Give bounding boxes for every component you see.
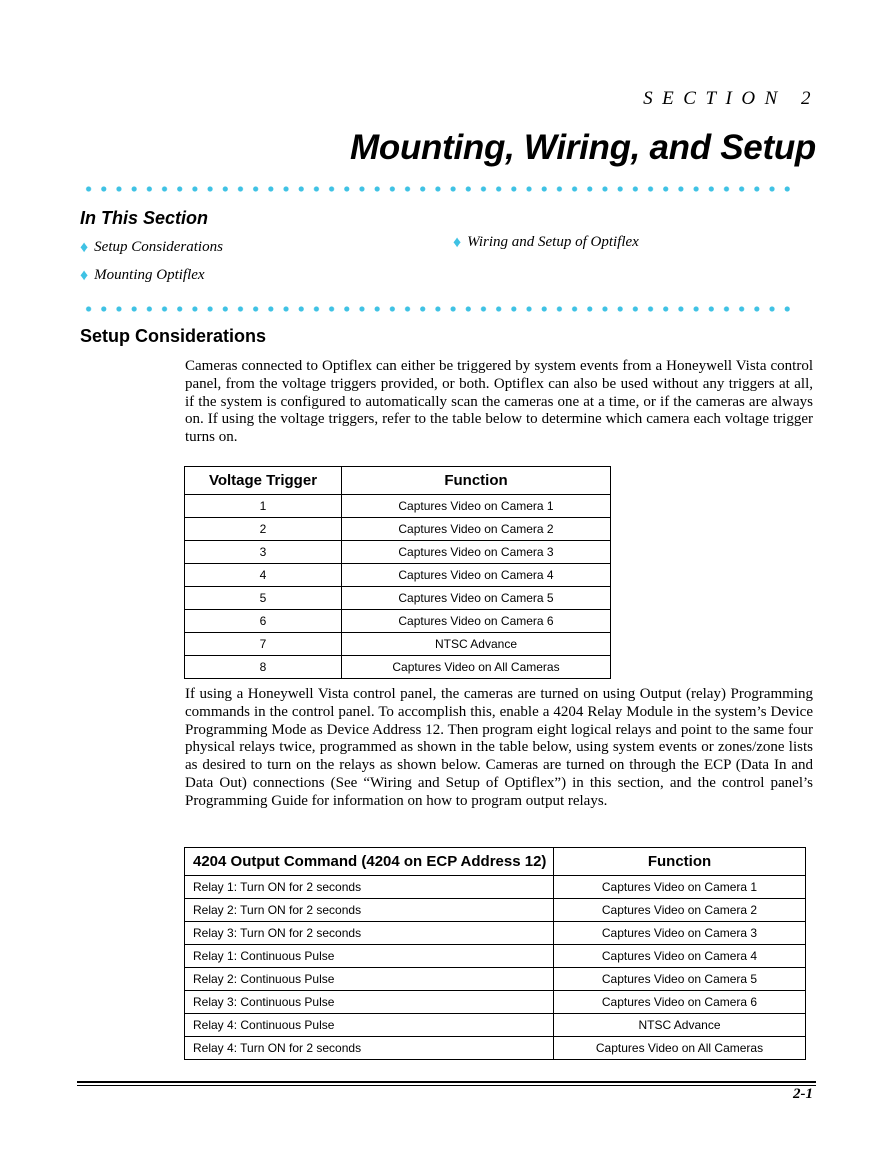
voltage-trigger-table bbox=[184, 466, 611, 679]
dotted-divider-top bbox=[81, 186, 796, 192]
output-command-table bbox=[184, 847, 806, 1060]
footer-rule-thin bbox=[77, 1085, 816, 1086]
setup-considerations-heading: Setup Considerations bbox=[80, 326, 267, 346]
function-cell: Captures Video on All Cameras bbox=[342, 656, 611, 679]
toc-item-label: Wiring and Setup of Optiflex bbox=[467, 234, 639, 250]
table-row bbox=[185, 876, 806, 899]
toc-item-mounting-optiflex[interactable] bbox=[80, 267, 205, 284]
function-cell: Captures Video on Camera 1 bbox=[554, 876, 806, 899]
command-cell: Relay 3: Continuous Pulse bbox=[185, 991, 554, 1014]
function-cell: Captures Video on Camera 5 bbox=[554, 968, 806, 991]
table-row bbox=[185, 899, 806, 922]
toc-item-label: Setup Considerations bbox=[94, 239, 223, 255]
trigger-cell: 4 bbox=[185, 564, 342, 587]
setup-paragraph-1: Cameras connected to Optiflex can either be triggered by system events from a Honeywell Vista control panel, from the voltage triggers provided, or both. Optiflex can also be used without any triggers at all, if the system is configured to automatically scan the cameras one at a time, or if the cameras are always on. If using the voltage triggers, refer to the table below to determine which camera each voltage trigger turns on. bbox=[185, 358, 813, 446]
column-header-function: Function bbox=[342, 467, 611, 495]
function-cell: Captures Video on Camera 4 bbox=[342, 564, 611, 587]
trigger-cell: 6 bbox=[185, 610, 342, 633]
setup-paragraph-2: If using a Honeywell Vista control panel, the cameras are turned on using Output (relay) Programming commands in the control panel. To accomplish this, enable a 4204 Relay Module in the system’s Device Programming Mode as Device Address 12. Then program eight logical relays and point to the same four physical relays twice, programmed as shown in the table below, using system events or zones/zone lists as desired to turn on the relays as shown below. Cameras are turned on through the ECP (Data In and Data Out) connections (See “Wiring and Setup of Optiflex”) in this section, and the control panel’s Programming Guide for information on how to program output relays. bbox=[185, 686, 813, 809]
diamond-bullet-icon: ♦ bbox=[80, 266, 89, 284]
toc-item-wiring-and-setup[interactable] bbox=[453, 234, 639, 251]
command-cell: Relay 4: Continuous Pulse bbox=[185, 1014, 554, 1037]
table-row bbox=[185, 922, 806, 945]
table-row bbox=[185, 656, 611, 679]
table-row bbox=[185, 633, 611, 656]
table-row bbox=[185, 968, 806, 991]
command-cell: Relay 4: Turn ON for 2 seconds bbox=[185, 1037, 554, 1060]
table-header-row bbox=[185, 467, 611, 495]
table-row bbox=[185, 991, 806, 1014]
function-cell: Captures Video on Camera 6 bbox=[342, 610, 611, 633]
column-header-function: Function bbox=[554, 848, 806, 876]
function-cell: Captures Video on Camera 4 bbox=[554, 945, 806, 968]
in-this-section-heading: In This Section bbox=[80, 208, 209, 228]
command-cell: Relay 2: Continuous Pulse bbox=[185, 968, 554, 991]
command-cell: Relay 1: Turn ON for 2 seconds bbox=[185, 876, 554, 899]
function-cell: Captures Video on All Cameras bbox=[554, 1037, 806, 1060]
table-row bbox=[185, 518, 611, 541]
function-cell: Captures Video on Camera 3 bbox=[554, 922, 806, 945]
trigger-cell: 5 bbox=[185, 587, 342, 610]
trigger-cell: 1 bbox=[185, 495, 342, 518]
dotted-divider-bottom bbox=[81, 306, 796, 312]
table-row bbox=[185, 1037, 806, 1060]
trigger-cell: 3 bbox=[185, 541, 342, 564]
command-cell: Relay 1: Continuous Pulse bbox=[185, 945, 554, 968]
command-cell: Relay 3: Turn ON for 2 seconds bbox=[185, 922, 554, 945]
function-cell: Captures Video on Camera 2 bbox=[342, 518, 611, 541]
trigger-cell: 2 bbox=[185, 518, 342, 541]
column-header-output-command: 4204 Output Command (4204 on ECP Address 12) bbox=[185, 848, 554, 876]
table-row bbox=[185, 610, 611, 633]
function-cell: Captures Video on Camera 2 bbox=[554, 899, 806, 922]
function-cell: Captures Video on Camera 1 bbox=[342, 495, 611, 518]
function-cell: NTSC Advance bbox=[554, 1014, 806, 1037]
page-title: Mounting, Wiring, and Setup bbox=[350, 128, 816, 167]
table-row bbox=[185, 945, 806, 968]
section-label: SECTION 2 bbox=[643, 88, 820, 109]
footer-rule bbox=[77, 1081, 816, 1083]
toc-item-setup-considerations[interactable] bbox=[80, 239, 223, 256]
toc-item-label: Mounting Optiflex bbox=[94, 267, 205, 283]
diamond-bullet-icon: ♦ bbox=[80, 238, 89, 256]
column-header-voltage-trigger: Voltage Trigger bbox=[185, 467, 342, 495]
function-cell: Captures Video on Camera 6 bbox=[554, 991, 806, 1014]
command-cell: Relay 2: Turn ON for 2 seconds bbox=[185, 899, 554, 922]
table-header-row bbox=[185, 848, 806, 876]
trigger-cell: 7 bbox=[185, 633, 342, 656]
page-number: 2-1 bbox=[793, 1086, 813, 1102]
table-row bbox=[185, 495, 611, 518]
function-cell: Captures Video on Camera 3 bbox=[342, 541, 611, 564]
table-row bbox=[185, 587, 611, 610]
table-row bbox=[185, 541, 611, 564]
function-cell: NTSC Advance bbox=[342, 633, 611, 656]
function-cell: Captures Video on Camera 5 bbox=[342, 587, 611, 610]
trigger-cell: 8 bbox=[185, 656, 342, 679]
table-row bbox=[185, 564, 611, 587]
diamond-bullet-icon: ♦ bbox=[453, 233, 462, 251]
table-row bbox=[185, 1014, 806, 1037]
